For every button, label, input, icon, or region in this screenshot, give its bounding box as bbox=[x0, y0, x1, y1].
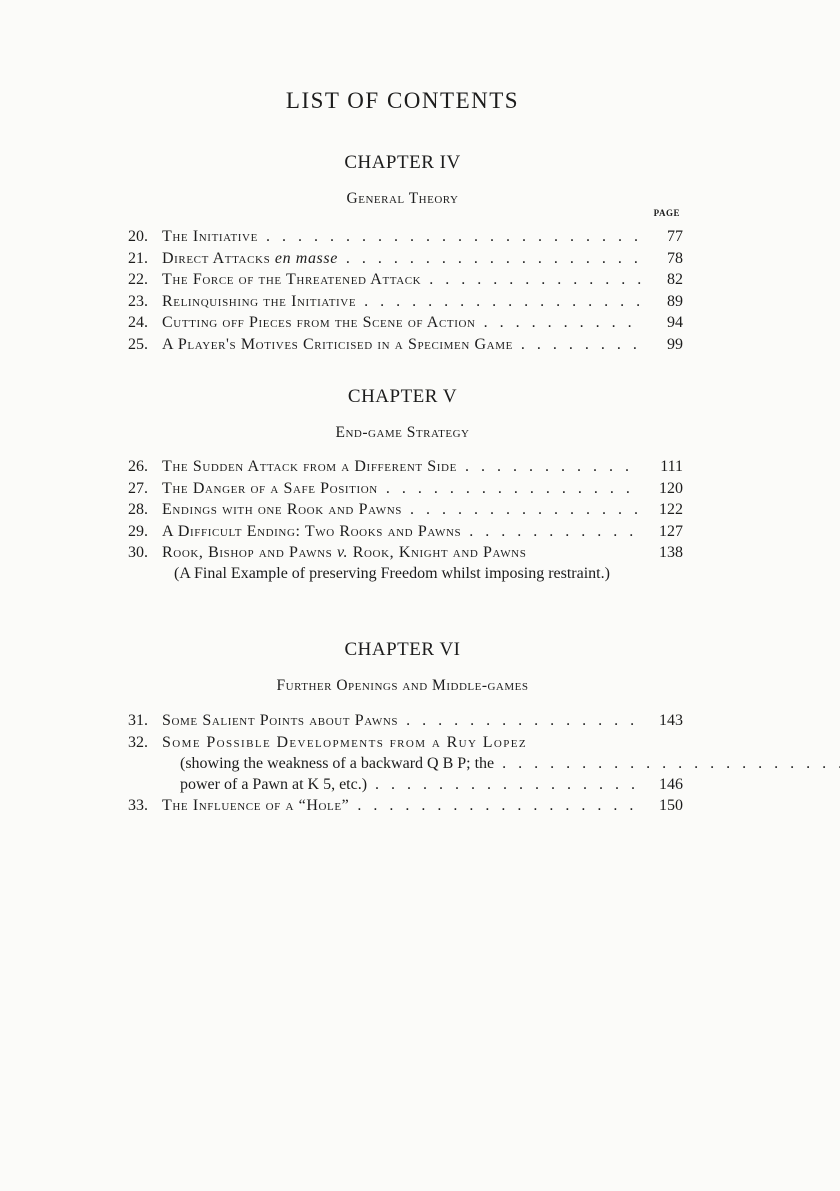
toc-entry-23[interactable] bbox=[128, 291, 683, 313]
chapter-heading-vi: CHAPTER VI bbox=[344, 639, 461, 660]
chapter-subtitle-iv: General Theory bbox=[346, 190, 459, 207]
entry-number: 32. bbox=[128, 733, 148, 751]
entry-title: Rook, Bishop and Pawns v. Rook, Knight and Pawns bbox=[162, 544, 527, 561]
entry-title: The Force of the Threatened Attack . . . bbox=[162, 269, 642, 291]
toc-entry-20[interactable] bbox=[128, 226, 683, 248]
chapter-subtitle-vi: Further Openings and Middle-games bbox=[276, 677, 529, 694]
chapter-heading-iv: CHAPTER IV bbox=[344, 152, 461, 173]
entry-page: 111 bbox=[660, 458, 683, 475]
entry-number: 30. bbox=[128, 544, 148, 561]
toc-entry-28[interactable] bbox=[128, 499, 683, 521]
entry-32-note-line-1: (showing the weakness of a backward Q B P; the . . . bbox=[128, 753, 683, 774]
toc-entry-22[interactable] bbox=[128, 269, 683, 291]
chapter-heading-v: CHAPTER V bbox=[347, 386, 458, 407]
entry-number: 24. bbox=[128, 314, 148, 331]
entry-number: 20. bbox=[128, 228, 148, 245]
entry-number: 31. bbox=[128, 712, 148, 729]
entry-title: Some Possible Developments from a Ruy Lopez bbox=[162, 733, 528, 751]
entry-title: Relinquishing the Initiative . . . bbox=[162, 291, 642, 313]
entry-page: 89 bbox=[667, 292, 683, 310]
toc-entry-29[interactable] bbox=[128, 521, 683, 543]
entry-number: 25. bbox=[128, 335, 148, 353]
page-title: LIST OF CONTENTS bbox=[285, 88, 520, 113]
entry-title: A Difficult Ending: Two Rooks and Pawns . . . bbox=[162, 521, 642, 543]
toc-entry-31[interactable] bbox=[128, 710, 683, 732]
entry-page: 122 bbox=[659, 501, 683, 518]
entry-page: 78 bbox=[667, 249, 683, 267]
toc-entry-32[interactable] bbox=[128, 732, 683, 754]
entry-title: The Sudden Attack from a Different Side . . . bbox=[162, 456, 642, 478]
entry-number: 28. bbox=[128, 501, 148, 518]
entry-title: Direct Attacks en masse . . . bbox=[162, 248, 642, 270]
toc-entry-30[interactable] bbox=[128, 542, 683, 564]
entry-title: The Danger of a Safe Position . . . bbox=[162, 478, 642, 500]
entry-title: Some Salient Points about Pawns . . . bbox=[162, 710, 642, 732]
entry-page: 150 bbox=[659, 797, 683, 814]
entry-title: The Influence of a “Hole” . . . bbox=[162, 795, 642, 817]
page-column-label: PAGE bbox=[653, 208, 680, 218]
chapter-v-entries bbox=[128, 456, 683, 584]
chapter-subtitle-v: End-game Strategy bbox=[335, 424, 470, 441]
entry-page: 99 bbox=[667, 335, 683, 353]
entry-number: 29. bbox=[128, 522, 148, 540]
entry-title: The Initiative . . . bbox=[162, 226, 642, 248]
toc-entry-33[interactable] bbox=[128, 795, 683, 817]
entry-page: 82 bbox=[667, 271, 683, 288]
chapter-iv-entries bbox=[128, 226, 683, 355]
entry-page: 77 bbox=[667, 228, 683, 245]
entry-32-note-text: power of a Pawn at K 5, etc.) . . . bbox=[180, 774, 642, 795]
entry-page: 138 bbox=[659, 544, 683, 561]
entry-number: 27. bbox=[128, 479, 148, 497]
toc-entry-26[interactable] bbox=[128, 456, 683, 478]
entry-page: 120 bbox=[659, 479, 683, 497]
entry-30-note: (A Final Example of preserving Freedom whilst imposing restraint.) bbox=[174, 564, 610, 582]
entry-title: Cutting off Pieces from the Scene of Action . . . bbox=[162, 312, 642, 334]
entry-32-note-line-2[interactable] bbox=[128, 774, 683, 795]
toc-entry-25[interactable] bbox=[128, 334, 683, 356]
toc-entry-27[interactable] bbox=[128, 478, 683, 500]
entry-page: 94 bbox=[667, 314, 683, 331]
chapter-vi-entries bbox=[128, 710, 683, 817]
entry-page: 143 bbox=[659, 712, 683, 729]
entry-number: 33. bbox=[128, 797, 148, 814]
toc-entry-24[interactable] bbox=[128, 312, 683, 334]
entry-page: 127 bbox=[659, 522, 683, 540]
entry-title: A Player's Motives Criticised in a Specimen Game . . . bbox=[162, 334, 642, 356]
entry-number: 21. bbox=[128, 249, 148, 267]
entry-title: Endings with one Rook and Pawns . . . bbox=[162, 499, 642, 521]
entry-number: 26. bbox=[128, 458, 148, 475]
toc-entry-21[interactable] bbox=[128, 248, 683, 270]
entry-number: 22. bbox=[128, 271, 148, 288]
entry-page: 146 bbox=[659, 776, 683, 793]
entry-number: 23. bbox=[128, 292, 148, 310]
